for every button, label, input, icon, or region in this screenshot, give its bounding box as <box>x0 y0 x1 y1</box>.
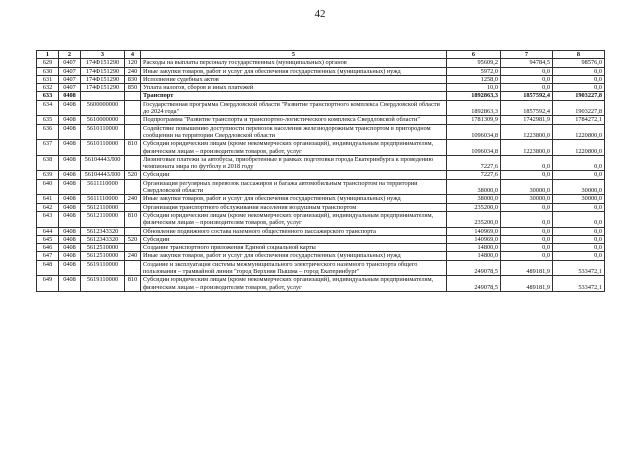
page-number: 42 <box>314 8 326 20</box>
cell-code: 56104443Л00 <box>81 155 125 171</box>
header-cell: 3 <box>81 51 125 59</box>
cell-v1: 1258,0 <box>447 75 501 83</box>
header-cell: 4 <box>125 51 141 59</box>
cell-n: 643 <box>37 211 59 227</box>
cell-type: 240 <box>125 195 141 203</box>
cell-v3: 533472,1 <box>553 260 605 276</box>
cell-n: 646 <box>37 244 59 252</box>
cell-v1: 1096034,8 <box>447 124 501 140</box>
cell-name: Субсидии <box>141 171 447 179</box>
cell-sec: 0408 <box>59 227 81 235</box>
cell-v3: 0,0 <box>553 75 605 83</box>
cell-code: 5612343320 <box>81 227 125 235</box>
cell-sec: 0407 <box>59 67 81 75</box>
cell-type <box>125 155 141 171</box>
cell-v3: 0,0 <box>553 235 605 243</box>
cell-v3: 533472,1 <box>553 276 605 292</box>
cell-code: 174Ф151290 <box>81 67 125 75</box>
table-row <box>37 92 605 100</box>
cell-v3: 98576,0 <box>553 59 605 67</box>
cell-sec: 0408 <box>59 244 81 252</box>
cell-type <box>125 116 141 124</box>
cell-code: 5600000000 <box>81 100 125 116</box>
cell-name: Транспорт <box>141 92 447 100</box>
cell-v3: 0,0 <box>553 155 605 171</box>
cell-code: 5611110000 <box>81 195 125 203</box>
table-row <box>37 116 605 124</box>
table-row <box>37 75 605 83</box>
cell-v2: 489181,9 <box>501 276 553 292</box>
cell-type: 240 <box>125 67 141 75</box>
cell-n: 635 <box>37 116 59 124</box>
cell-name: Иные закупки товаров, работ и услуг для обеспечения государственных (муниципальных) нужд <box>141 195 447 203</box>
cell-code: 5612510000 <box>81 244 125 252</box>
cell-v1: 10,0 <box>447 84 501 92</box>
cell-v1: 249078,5 <box>447 276 501 292</box>
cell-v2: 1223800,0 <box>501 140 553 156</box>
cell-v3: 0,0 <box>553 211 605 227</box>
cell-name: Организация регулярных перевозок пассажиров и багажа автомобильным транспортом на территории Свердловской области <box>141 179 447 195</box>
header-cell: 7 <box>501 51 553 59</box>
cell-v1: 249078,5 <box>447 260 501 276</box>
table-row <box>37 276 605 292</box>
cell-n: 629 <box>37 59 59 67</box>
cell-n: 642 <box>37 203 59 211</box>
table-row <box>37 252 605 260</box>
cell-type <box>125 203 141 211</box>
cell-v1: 235200,0 <box>447 203 501 211</box>
cell-name: Лизинговые платежи за автобусы, приобретенные в рамках подготовки города Екатеринбурга к проведению чемпионата мира по футболу в 2018 году <box>141 155 447 171</box>
cell-sec: 0408 <box>59 100 81 116</box>
cell-v2: 1223800,0 <box>501 124 553 140</box>
header-cell: 1 <box>37 51 59 59</box>
table-row <box>37 100 605 116</box>
cell-v2: 94784,5 <box>501 59 553 67</box>
cell-v1: 140969,0 <box>447 235 501 243</box>
cell-v3: 0,0 <box>553 67 605 75</box>
cell-type: 520 <box>125 235 141 243</box>
cell-type: 520 <box>125 171 141 179</box>
cell-v3: 0,0 <box>553 227 605 235</box>
cell-v2: 0,0 <box>501 252 553 260</box>
cell-v2: 1857592,4 <box>501 100 553 116</box>
cell-sec: 0407 <box>59 75 81 83</box>
cell-v3: 0,0 <box>553 84 605 92</box>
cell-code: 174Ф151290 <box>81 84 125 92</box>
cell-sec: 0408 <box>59 195 81 203</box>
cell-n: 649 <box>37 276 59 292</box>
cell-v1: 140969,0 <box>447 227 501 235</box>
cell-type <box>125 124 141 140</box>
cell-v1: 1892863,3 <box>447 100 501 116</box>
cell-sec: 0408 <box>59 92 81 100</box>
table-row <box>37 244 605 252</box>
cell-type <box>125 92 141 100</box>
cell-v2: 30000,0 <box>501 195 553 203</box>
cell-sec: 0408 <box>59 235 81 243</box>
table-row <box>37 203 605 211</box>
table-row <box>37 59 605 67</box>
cell-sec: 0407 <box>59 59 81 67</box>
cell-v2: 0,0 <box>501 244 553 252</box>
cell-type <box>125 244 141 252</box>
table-row <box>37 124 605 140</box>
cell-v1: 1781309,9 <box>447 116 501 124</box>
cell-n: 645 <box>37 235 59 243</box>
cell-sec: 0408 <box>59 124 81 140</box>
table-row <box>37 179 605 195</box>
cell-n: 641 <box>37 195 59 203</box>
cell-name: Субсидии юридическим лицам (кроме некоммерческих организаций), индивидуальным предпринимателям, физическим лицам – производителям товаров, работ, услуг <box>141 211 447 227</box>
header-cell: 2 <box>59 51 81 59</box>
cell-code: 5619110000 <box>81 276 125 292</box>
cell-type: 830 <box>125 75 141 83</box>
cell-v3: 30000,0 <box>553 195 605 203</box>
cell-code: 5611110000 <box>81 179 125 195</box>
cell-code: 5612343320 <box>81 235 125 243</box>
cell-code: 56104443Л00 <box>81 171 125 179</box>
cell-sec: 0408 <box>59 260 81 276</box>
table-row <box>37 171 605 179</box>
cell-sec: 0408 <box>59 252 81 260</box>
cell-v1: 7227,6 <box>447 171 501 179</box>
cell-code <box>81 92 125 100</box>
cell-v2: 1857592,4 <box>501 92 553 100</box>
table-row <box>37 235 605 243</box>
table-body <box>37 59 605 292</box>
cell-name: Уплата налогов, сборов и иных платежей <box>141 84 447 92</box>
cell-v2: 1742981,9 <box>501 116 553 124</box>
cell-v3: 1903227,8 <box>553 100 605 116</box>
cell-type <box>125 227 141 235</box>
cell-n: 647 <box>37 252 59 260</box>
cell-type: 810 <box>125 211 141 227</box>
cell-code: 5612110000 <box>81 211 125 227</box>
cell-type: 810 <box>125 276 141 292</box>
budget-table <box>36 50 605 292</box>
cell-type <box>125 179 141 195</box>
cell-v1: 95609,2 <box>447 59 501 67</box>
cell-n: 637 <box>37 140 59 156</box>
cell-type: 120 <box>125 59 141 67</box>
cell-code: 5612110000 <box>81 203 125 211</box>
cell-n: 631 <box>37 75 59 83</box>
cell-n: 639 <box>37 171 59 179</box>
cell-name: Создание и эксплуатация системы межмуниципального электрического наземного транспорта общего пользования – трамвайной линии "город Верхняя Пышма – город Екатеринбург" <box>141 260 447 276</box>
cell-code: 5610000000 <box>81 116 125 124</box>
header-cell: 8 <box>553 51 605 59</box>
table-row <box>37 195 605 203</box>
cell-name: Субсидии юридическим лицам (кроме некоммерческих организаций), индивидуальным предпринимателям, физическим лицам – производителям товаров, работ, услуг <box>141 276 447 292</box>
cell-v3: 0,0 <box>553 171 605 179</box>
cell-sec: 0408 <box>59 211 81 227</box>
cell-n: 633 <box>37 92 59 100</box>
cell-v2: 0,0 <box>501 171 553 179</box>
cell-v2: 30000,0 <box>501 179 553 195</box>
header-cell: 5 <box>141 51 447 59</box>
cell-name: Государственная программа Свердловской области "Развитие транспортного комплекса Свердловской области до 2024 года" <box>141 100 447 116</box>
cell-v1: 38000,0 <box>447 195 501 203</box>
cell-type <box>125 100 141 116</box>
cell-name: Исполнение судебных актов <box>141 75 447 83</box>
cell-n: 632 <box>37 84 59 92</box>
cell-v3: 0,0 <box>553 203 605 211</box>
cell-name: Обновление подвижного состава наземного общественного пассажирского транспорта <box>141 227 447 235</box>
cell-n: 640 <box>37 179 59 195</box>
cell-n: 644 <box>37 227 59 235</box>
header-cell: 6 <box>447 51 501 59</box>
cell-code: 174Ф151290 <box>81 59 125 67</box>
cell-name: Создание транспортного приложения Единой социальной карты <box>141 244 447 252</box>
cell-sec: 0407 <box>59 84 81 92</box>
cell-v1: 1096034,8 <box>447 140 501 156</box>
cell-v1: 235200,0 <box>447 211 501 227</box>
cell-v2: 489181,9 <box>501 260 553 276</box>
cell-sec: 0408 <box>59 276 81 292</box>
cell-v3: 1903227,8 <box>553 92 605 100</box>
table-row <box>37 140 605 156</box>
cell-sec: 0408 <box>59 171 81 179</box>
table-row <box>37 211 605 227</box>
cell-v1: 14800,0 <box>447 244 501 252</box>
cell-code: 5619110000 <box>81 260 125 276</box>
cell-type: 810 <box>125 140 141 156</box>
table-header-row <box>37 51 605 59</box>
cell-v1: 38000,0 <box>447 179 501 195</box>
cell-v2: 0,0 <box>501 67 553 75</box>
cell-v3: 1220800,0 <box>553 140 605 156</box>
cell-v2: 0,0 <box>501 84 553 92</box>
cell-v2: 0,0 <box>501 227 553 235</box>
cell-sec: 0408 <box>59 116 81 124</box>
cell-sec: 0408 <box>59 179 81 195</box>
cell-v2: 0,0 <box>501 211 553 227</box>
cell-type <box>125 260 141 276</box>
cell-code: 5612510000 <box>81 252 125 260</box>
cell-name: Иные закупки товаров, работ и услуг для обеспечения государственных (муниципальных) нужд <box>141 67 447 75</box>
cell-v1: 5972,0 <box>447 67 501 75</box>
cell-sec: 0408 <box>59 140 81 156</box>
cell-name: Подпрограмма "Развитие транспорта и транспортно-логистического комплекса Свердловской области" <box>141 116 447 124</box>
cell-v2: 0,0 <box>501 75 553 83</box>
table-row <box>37 260 605 276</box>
cell-code: 5610110000 <box>81 140 125 156</box>
cell-name: Расходы на выплаты персоналу государственных (муниципальных) органов <box>141 59 447 67</box>
cell-v2: 0,0 <box>501 203 553 211</box>
cell-sec: 0408 <box>59 155 81 171</box>
cell-n: 638 <box>37 155 59 171</box>
table-row <box>37 67 605 75</box>
cell-n: 636 <box>37 124 59 140</box>
cell-n: 634 <box>37 100 59 116</box>
table-row <box>37 227 605 235</box>
cell-type: 850 <box>125 84 141 92</box>
cell-v3: 0,0 <box>553 244 605 252</box>
cell-name: Организация транспортного обслуживания населения воздушным транспортом <box>141 203 447 211</box>
cell-v3: 0,0 <box>553 252 605 260</box>
cell-v1: 1892863,3 <box>447 92 501 100</box>
cell-v3: 30000,0 <box>553 179 605 195</box>
cell-v3: 1220800,0 <box>553 124 605 140</box>
cell-v1: 14800,0 <box>447 252 501 260</box>
cell-name: Субсидии юридическим лицам (кроме некоммерческих организаций), индивидуальным предпринимателям, физическим лицам – производителям товаров, работ, услуг <box>141 140 447 156</box>
cell-n: 630 <box>37 67 59 75</box>
cell-type: 240 <box>125 252 141 260</box>
cell-sec: 0408 <box>59 203 81 211</box>
cell-name: Иные закупки товаров, работ и услуг для обеспечения государственных (муниципальных) нужд <box>141 252 447 260</box>
cell-name: Субсидии <box>141 235 447 243</box>
cell-v2: 0,0 <box>501 155 553 171</box>
cell-code: 174Ф151290 <box>81 75 125 83</box>
cell-code: 5610110000 <box>81 124 125 140</box>
table-row <box>37 155 605 171</box>
table-row <box>37 84 605 92</box>
cell-v2: 0,0 <box>501 235 553 243</box>
cell-v3: 1784272,1 <box>553 116 605 124</box>
cell-n: 648 <box>37 260 59 276</box>
cell-v1: 7227,6 <box>447 155 501 171</box>
cell-name: Содействие повышению доступности перевозок населения железнодорожным транспортом в пригородном сообщении на территории Свердловской области <box>141 124 447 140</box>
